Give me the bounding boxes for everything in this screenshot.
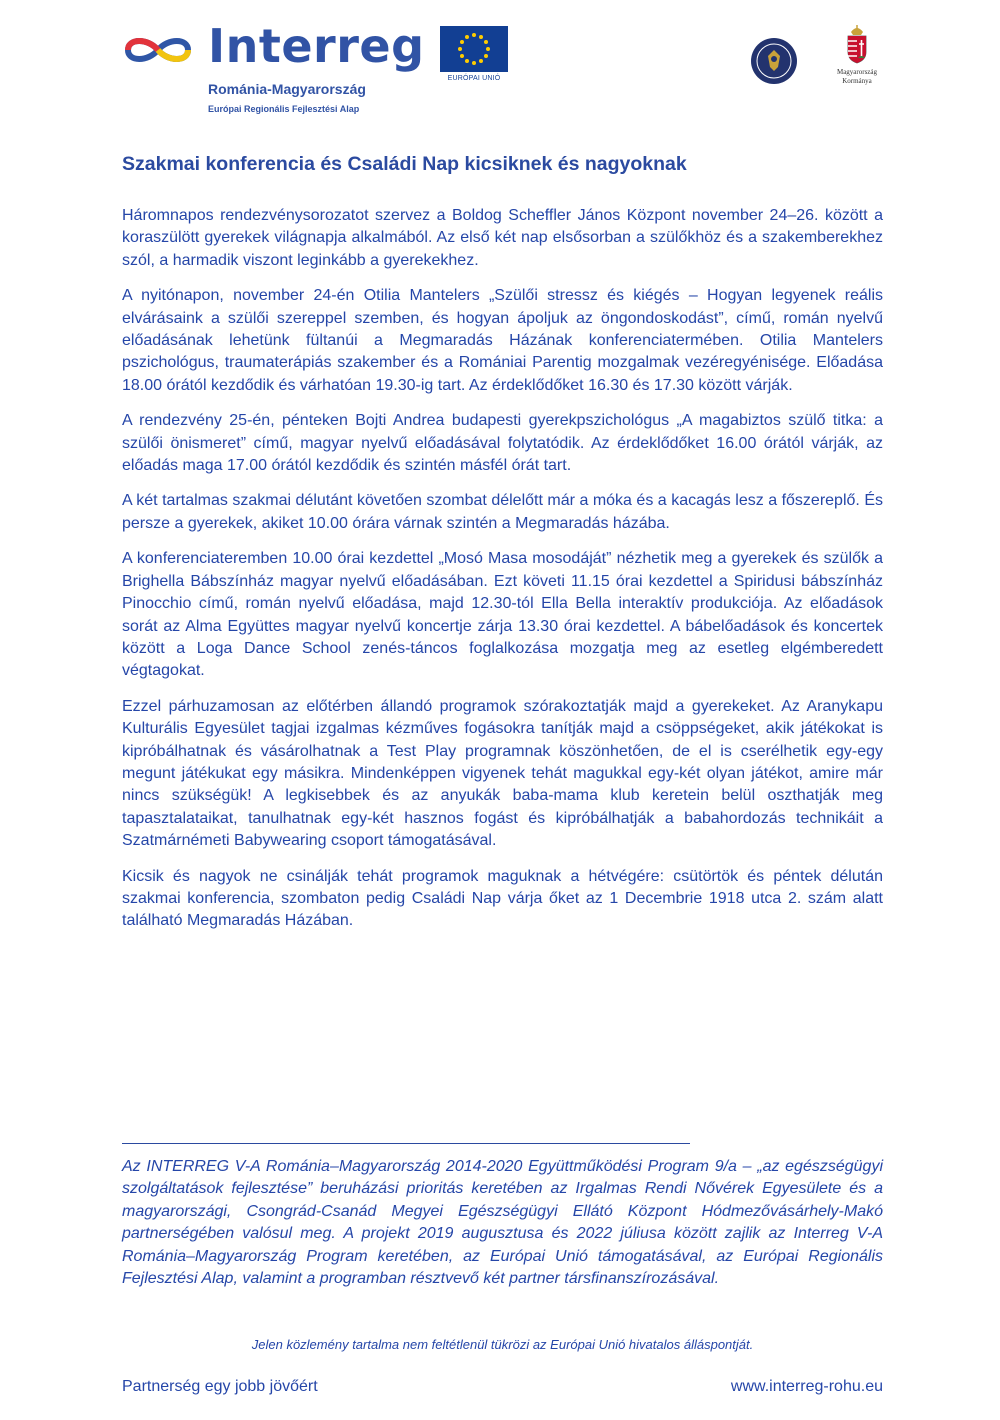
- paragraph: A nyitónapon, november 24-én Otilia Mantelers „Szülői stressz és kiégés – Hogyan legyenek reális elvárásaink a szülői szereppel szemben, és hogyan ápoljuk az öngondoskodást”, című, román nyelvű előadásának lehetünk fültanúi a Megmaradás Házának konferenciatermében. Otilia Mantelers pszichológus, traumaterápiás szakember és a Romániai Parentig mozgalmak vezéregyénisége. Előadása 18.00 órától kezdődik és várhatóan 19.30-ig tart. Az érdeklődőket 16.30 és 17.30 között várják.: [122, 287, 883, 394]
- romanian-government-seal-icon: [749, 36, 799, 86]
- interreg-logo: [122, 19, 522, 124]
- hungarian-government-label: Magyarország Kormánya: [836, 68, 878, 85]
- eu-label: EURÓPAI UNIÓ: [447, 75, 501, 82]
- website-link[interactable]: www.interreg-rohu.eu: [730, 1378, 883, 1395]
- page-title: Szakmai konferencia és Családi Nap kicsiknek és nagyoknak: [122, 153, 687, 175]
- eu-flag-icon: [440, 26, 508, 72]
- hungarian-coat-of-arms-icon: [845, 24, 869, 64]
- paragraph: Háromnapos rendezvénysorozatot szervez a Boldog Scheffler János Központ november 24–26. között a koraszülött gyerekek világnapja alkalmából. Az első két nap elsősorban a szülőkhöz és a szakemberekhez szól, a harmadik viszont leginkább a gyerekekhez.: [122, 207, 883, 269]
- paragraph: Ezzel párhuzamosan az előtérben állandó programok szórakoztatják majd a gyerekeket. Az Aranykapu Kulturális Egyesület tagjai izgalmas kézműves fogásokra tanítják majd a csöppségeket, akik játékokat is kipróbálhatnak és vásárolhatnak a Test Play programnak köszönhetően, de el is cserélhetik egy-egy megunt játékukat egy másikra. Mindenképpen vigyenek tehát magukkal egy-két olyan játékot, amire már nincs szükségük! A legkisebbek és az anyukák baba-mama klub keretein belül oszthatják meg tapasztalataikat, tanulhatnak egy-két hasznos fogást és kipróbálhatják a babahordozás technikáit a Szatmárnémeti Babywearing csoport támogatásával.: [122, 697, 883, 850]
- interreg-swirl-logo: [122, 30, 194, 70]
- paragraph: Kicsik és nagyok ne csinálják tehát programok maguknak a hétvégére: csütörtök és péntek délután szakmai konferencia, szombaton pedig Családi Nap várja őket az 1 Decembrie 1918 utca 2. szám alatt található Megmaradás Házában.: [122, 867, 883, 930]
- article-body: [122, 205, 883, 946]
- brand-name: Interreg: [208, 19, 425, 73]
- disclaimer: Jelen közlemény tartalma nem feltétlenül tükrözi az Európai Unió hivatalos álláspontját.: [251, 1337, 754, 1352]
- footer-slogan: Partnerség egy jobb jövőért: [122, 1378, 318, 1395]
- paragraph: A konferenciateremben 10.00 órai kezdettel „Mosó Masa mosodáját” nézhetik meg a gyerekek és szülők a Brighella Bábszínház magyar nyelvű előadásában. Ezt követi 11.15 órai kezdettel a Spiridusi bábszínház Pinocchio című, román nyelvű előadása, majd 12.30-tól Ella Bella interaktív produkciója. Az előadások sorát az Alma Együttes magyar nyelvű koncertje zárja 13.30 órai kezdettel. A bábelőadások és koncertek között a Loga Dance School zenés-táncos foglalkozása mozgatja meg az esetleg elgémberedett végtagokat.: [122, 550, 883, 680]
- program-name: Románia-Magyarország: [208, 81, 366, 97]
- paragraph: A két tartalmas szakmai délutánt követően szombat délelőtt már a móka és a kacagás lesz a főszereplő. És persze a gyerekek, akiket 10.00 órára várnak szintén a Megmaradás házába.: [122, 492, 883, 532]
- fund-name: Európai Regionális Fejlesztési Alap: [208, 104, 360, 114]
- footnote-divider: [122, 1143, 690, 1144]
- paragraph: A rendezvény 25-én, pénteken Bojti Andrea budapesti gyerekpszichológus „A magabiztos szülő titka: a szülői önismeret” című, magyar nyelvű előadásával folytatódik. Az érdeklődőket 16.00 órától várják, az előadás maga 17.00 órától kezdődik és szintén másfél órát tart.: [122, 412, 883, 475]
- hungarian-government-logo: [830, 24, 900, 94]
- footnote: Az INTERREG V-A Románia–Magyarország 2014-2020 Együttműködési Program 9/a – „az egészségügyi szolgáltatások fejlesztése” beruházási prioritás keretében az Irgalmas Rendi Nővérek Egyesülete és a magyarországi, Csongrád-Csanád Megyei Egészségügyi Ellátó Központ Hódmezővásárhely-Makó partnerségében valósul meg. A projekt 2019 augusztusa és 2022 júliusa között zajlik az Interreg V-A Románia–Magyarország Program keretében, az Európai Unió támogatásával, az Európai Regionális Fejlesztési Alap, valamint a programban résztvevő két partner társfinanszírozásával.: [122, 1158, 883, 1288]
